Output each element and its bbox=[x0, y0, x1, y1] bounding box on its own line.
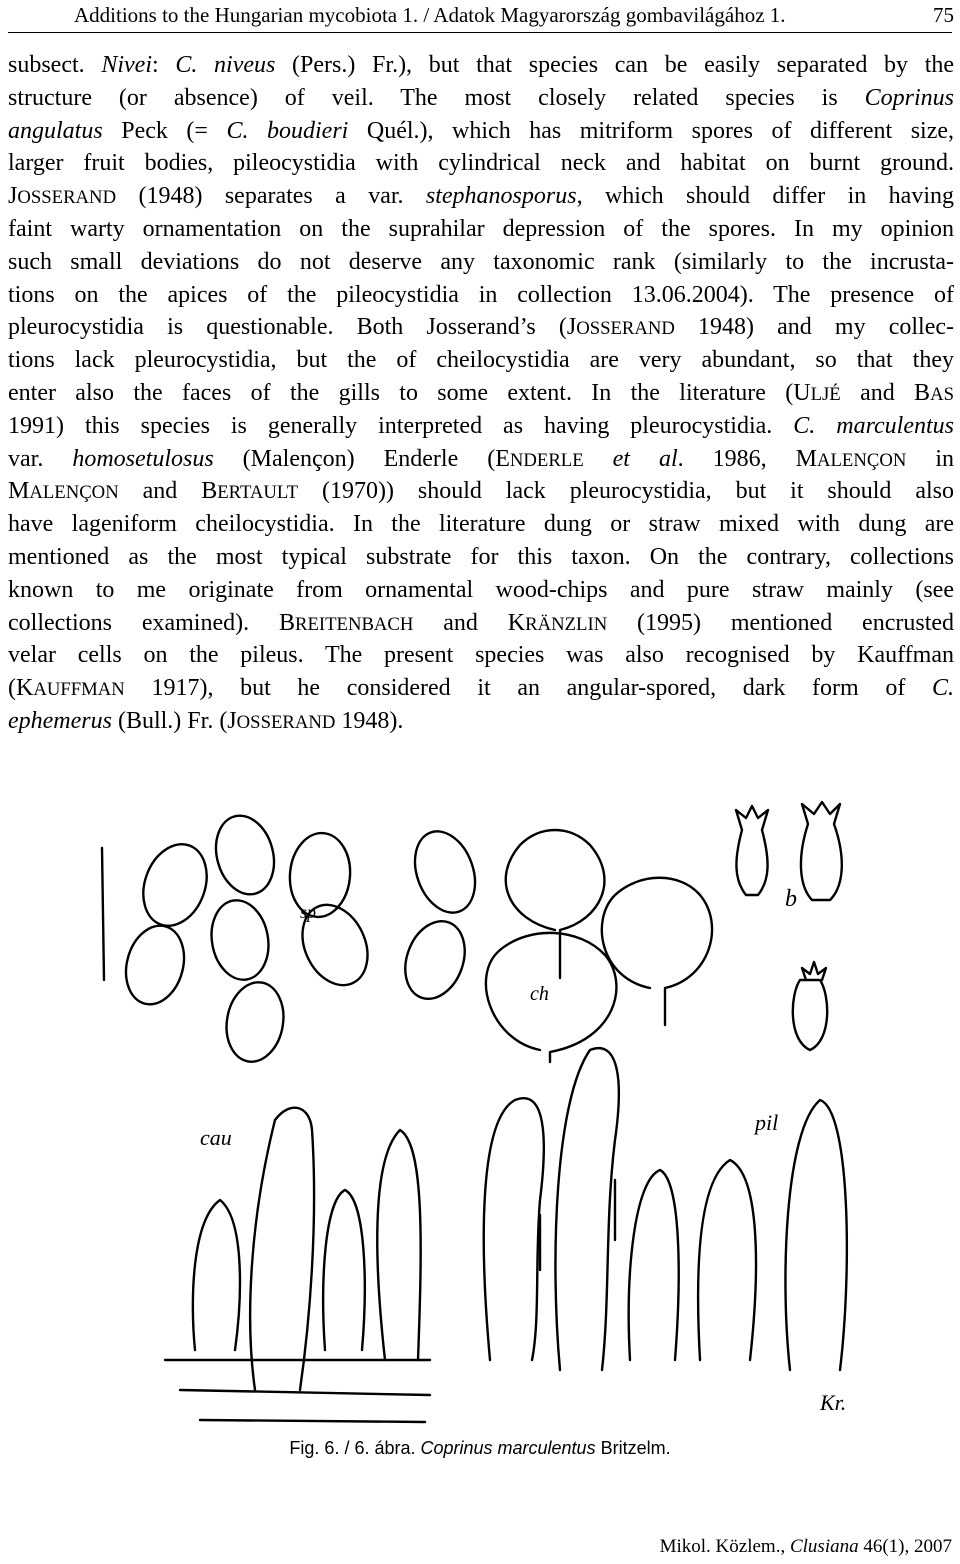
text-line bbox=[8, 246, 954, 279]
text-segment: Quél.), which has mitriform spores of different size, bbox=[348, 117, 955, 144]
running-title: Additions to the Hungarian mycobiota 1. / Adatok Magyarország gombavilágához 1. bbox=[74, 3, 786, 27]
small-caps-text: AUFFMAN bbox=[33, 679, 125, 701]
text-segment: subsect. bbox=[8, 52, 102, 78]
text-line bbox=[8, 115, 954, 148]
small-caps-text: AS bbox=[930, 383, 954, 405]
small-caps-text: ALENÇON bbox=[816, 449, 907, 471]
text-segment: var. bbox=[8, 445, 73, 472]
small-caps-text: OSSERAND bbox=[576, 318, 675, 340]
text-segment: and B bbox=[118, 478, 218, 505]
text-segment: (Bull.) Fr. (J bbox=[111, 707, 237, 734]
text-line bbox=[8, 508, 954, 541]
label-pil: pil bbox=[755, 1110, 779, 1135]
figure-drawing bbox=[70, 800, 930, 1430]
caption-species: Coprinus marculentus bbox=[420, 1438, 596, 1458]
header-rule bbox=[8, 32, 952, 33]
label-sp: sp bbox=[300, 902, 317, 922]
text-segment: M bbox=[8, 478, 30, 505]
text-line bbox=[8, 344, 954, 377]
cheilocystidia bbox=[486, 830, 712, 1062]
text-segment: and B bbox=[840, 379, 931, 406]
text-segment: pleurocystidia is questionable. Both Josserand’s (J bbox=[8, 314, 577, 341]
italic-text: ephemerus bbox=[8, 707, 112, 734]
text-line bbox=[8, 377, 954, 410]
pileocystidium bbox=[785, 1100, 846, 1370]
caulocystidium bbox=[193, 1200, 240, 1350]
signature: Kr. bbox=[820, 1390, 847, 1415]
text-segment: (Pers.) Fr.), but that species can be easily separated by the bbox=[275, 52, 955, 78]
italic-text: C. niveus bbox=[175, 52, 276, 78]
body-text bbox=[8, 49, 954, 738]
text-segment bbox=[584, 446, 613, 472]
text-segment: in bbox=[906, 445, 955, 472]
text-line bbox=[8, 147, 954, 180]
text-segment: 1917), but he considered it an angular-spored, dark form of bbox=[124, 675, 932, 702]
scale-bar bbox=[540, 1180, 615, 1270]
spore bbox=[404, 823, 485, 921]
text-line bbox=[8, 180, 954, 213]
text-line bbox=[8, 443, 954, 476]
text-segment: tions lack pleurocystidia, but the of cheilocystidia are very abundant, so that they bbox=[8, 347, 954, 374]
text-segment: and K bbox=[413, 609, 526, 636]
text-segment: . 1986, M bbox=[677, 445, 817, 472]
velar-element bbox=[801, 802, 842, 900]
text-segment: (Malençon) Enderle (E bbox=[213, 445, 510, 472]
figure-caption bbox=[0, 1438, 960, 1459]
text-segment: (K bbox=[8, 675, 34, 702]
italic-text: C. marculentus bbox=[793, 412, 954, 439]
spore bbox=[208, 809, 283, 901]
text-line bbox=[8, 541, 954, 574]
text-segment: (1948) separates a var. bbox=[116, 183, 426, 210]
italic-text: Nivei bbox=[101, 52, 152, 78]
caption-prefix: Fig. 6. / 6. ábra. bbox=[289, 1438, 421, 1458]
text-segment: tions on the apices of the pileocystidia in collection 13.06.2004). The presence of bbox=[8, 281, 954, 308]
caulocystidium bbox=[377, 1130, 420, 1360]
italic-text: angulatus bbox=[8, 117, 103, 144]
cystidia-elongate bbox=[165, 1048, 847, 1422]
small-caps-text: ALENÇON bbox=[29, 482, 119, 504]
label-ch: ch bbox=[530, 983, 549, 1005]
small-caps-text: LJÉ bbox=[810, 383, 841, 405]
italic-text: homosetulosus bbox=[72, 445, 214, 472]
velar-element bbox=[793, 980, 827, 1050]
small-caps-text: OSSERAND bbox=[236, 711, 336, 733]
text-segment: : bbox=[152, 52, 176, 78]
caption-author: Britzelm. bbox=[595, 1438, 671, 1458]
text-segment: (1995) mentioned encrusted bbox=[607, 609, 955, 636]
text-segment: J bbox=[8, 183, 18, 210]
text-segment: Peck (= bbox=[102, 117, 227, 144]
page-number: 75 bbox=[933, 3, 954, 27]
text-segment: , which should differ in having bbox=[576, 183, 954, 210]
text-segment: structure (or absence) of veil. The most closely related species is bbox=[8, 84, 865, 111]
text-line bbox=[8, 311, 954, 344]
text-line bbox=[8, 607, 954, 640]
footer-journal-italic: Clusiana bbox=[789, 1536, 859, 1557]
italic-text: et al bbox=[612, 445, 678, 472]
small-caps-text: NDERLE bbox=[509, 449, 584, 471]
small-caps-text: ERTAULT bbox=[217, 482, 299, 504]
label-b: b bbox=[785, 886, 797, 912]
text-segment: such small deviations do not deserve any taxonomic rank (similarly to the incrusta- bbox=[8, 248, 954, 275]
small-caps-text: REITENBACH bbox=[294, 613, 414, 635]
text-segment: 1948). bbox=[335, 707, 404, 734]
cheilocystidium bbox=[602, 878, 712, 1025]
velar-element bbox=[736, 806, 768, 895]
text-segment: larger fruit bodies, pileocystidia with cylindrical neck and habitat on burnt ground. bbox=[8, 150, 954, 177]
footer-citation bbox=[660, 1536, 952, 1558]
text-line bbox=[8, 475, 954, 508]
small-caps-text: RÄNZLIN bbox=[525, 613, 608, 635]
spore bbox=[395, 913, 475, 1007]
text-segment: have lageniform cheilocystidia. In the literature dung or straw mixed with dung are bbox=[8, 511, 954, 538]
spore bbox=[205, 896, 274, 985]
small-caps-text: OSSERAND bbox=[17, 187, 117, 209]
text-segment: known to me originate from ornamental wood-chips and pure straw mainly (see bbox=[8, 576, 954, 603]
cheilocystidium bbox=[486, 933, 617, 1062]
text-line bbox=[8, 705, 954, 738]
italic-text: stephanosporus bbox=[425, 183, 577, 210]
text-line bbox=[8, 49, 954, 82]
italic-text: Coprinus bbox=[864, 84, 954, 111]
pileocystidium bbox=[629, 1170, 679, 1360]
pileocystidium bbox=[484, 1098, 544, 1360]
text-segment: velar cells on the pileus. The present species was also recognised by Kauffman bbox=[8, 642, 954, 669]
label-cau: cau bbox=[200, 1125, 232, 1150]
text-segment: mentioned as the most typical substrate for this taxon. On the contrary, collections bbox=[8, 543, 954, 570]
caulocystidium bbox=[250, 1108, 314, 1390]
scale-bar bbox=[102, 848, 104, 980]
text-line bbox=[8, 574, 954, 607]
text-segment: 1991) this species is generally interpreted as having pleurocystidia. bbox=[8, 412, 794, 439]
running-header bbox=[0, 0, 960, 34]
text-line bbox=[8, 410, 954, 443]
spore bbox=[132, 835, 217, 934]
velar-element bbox=[802, 962, 826, 980]
spore bbox=[118, 919, 193, 1011]
text-segment: 1948) and my collec- bbox=[674, 314, 954, 341]
spore bbox=[220, 978, 289, 1067]
text-segment: enter also the faces of the gills to some extent. In the literature (U bbox=[8, 379, 811, 406]
pileocystidium bbox=[555, 1048, 618, 1370]
cheilocystidium bbox=[506, 830, 605, 978]
italic-text: C. boudieri bbox=[226, 117, 349, 144]
pileocystidium bbox=[698, 1160, 756, 1360]
velar-elements bbox=[736, 802, 842, 1050]
text-line bbox=[8, 213, 954, 246]
hypha bbox=[165, 1360, 430, 1422]
footer-journal: Mikol. Közlem., bbox=[659, 1536, 790, 1557]
text-line bbox=[8, 672, 954, 705]
text-segment: faint warty ornamentation on the suprahilar depression of the spores. In my opinion bbox=[8, 215, 954, 242]
text-segment: collections examined). B bbox=[8, 609, 295, 636]
text-line bbox=[8, 639, 954, 672]
text-line bbox=[8, 279, 954, 312]
spores bbox=[118, 809, 486, 1066]
italic-text: C. bbox=[931, 675, 954, 702]
footer-volume: 46(1), 2007 bbox=[858, 1536, 952, 1557]
text-segment: (1970)) should lack pleurocystidia, but it should also bbox=[298, 478, 954, 505]
caulocystidium bbox=[323, 1190, 365, 1350]
text-line bbox=[8, 82, 954, 115]
